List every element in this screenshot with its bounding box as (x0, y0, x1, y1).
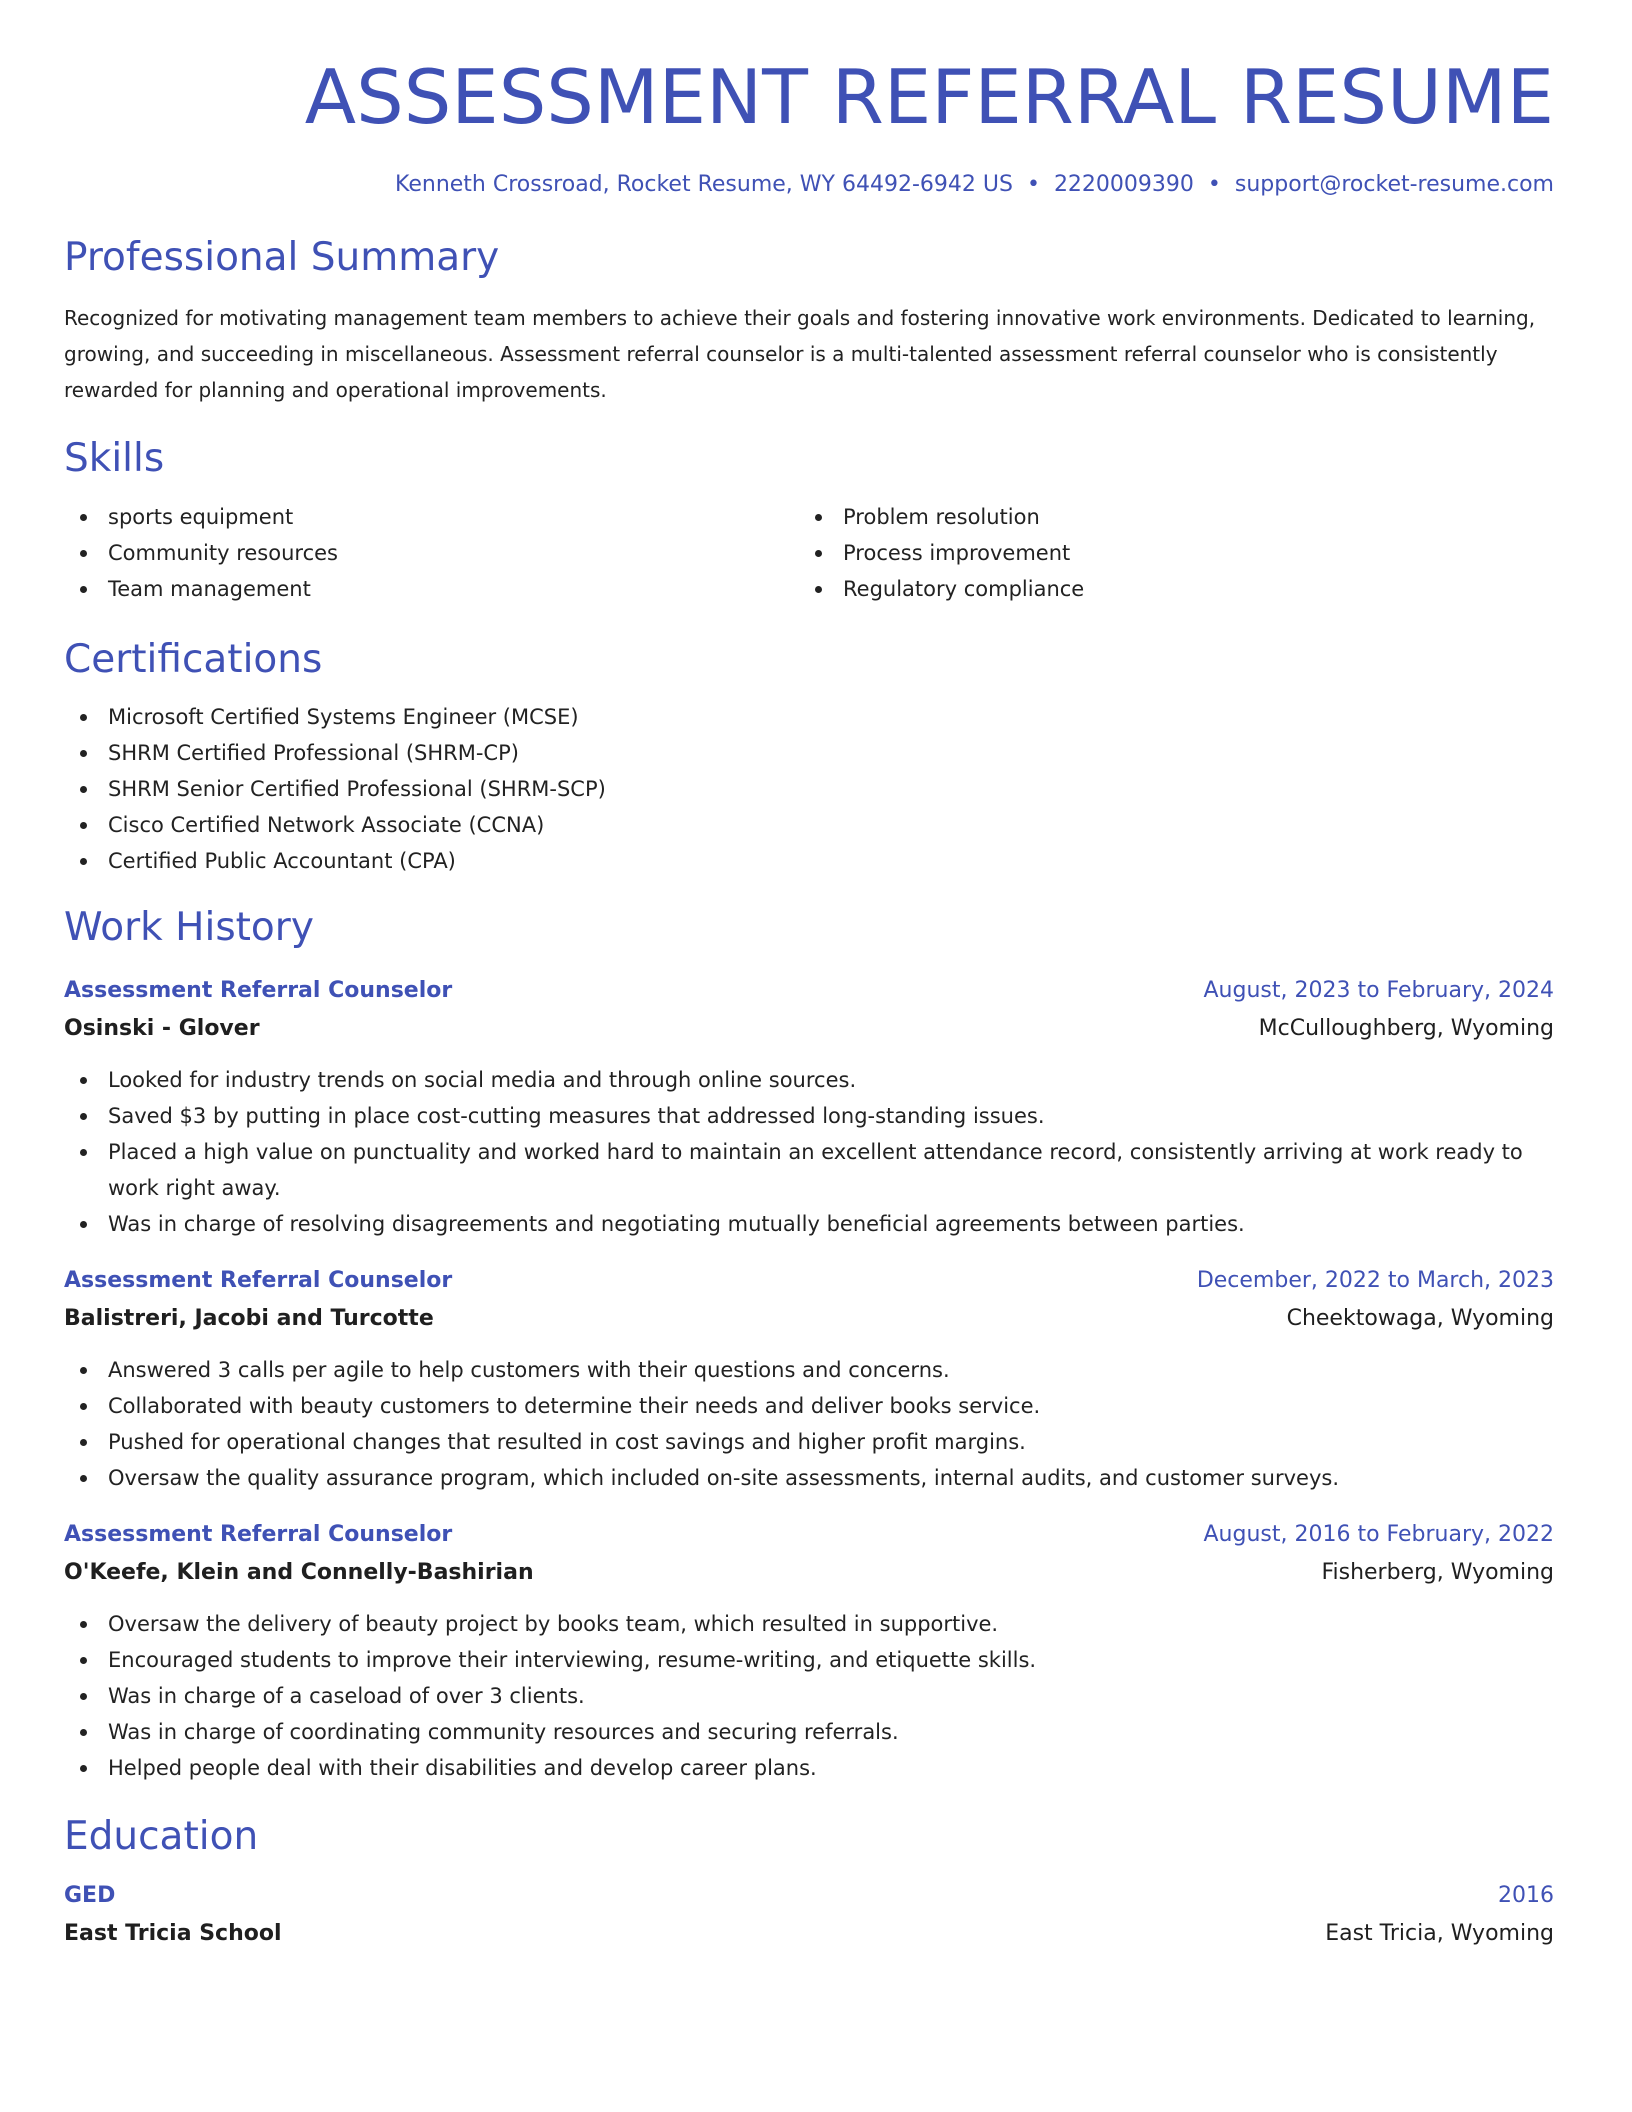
skill-item: Regulatory compliance (799, 571, 1534, 607)
contact-separator: • (1207, 172, 1221, 197)
certifications-list (64, 699, 1554, 879)
work-history-heading: Work History (64, 905, 314, 951)
job-entry (64, 1262, 1554, 1496)
skill-item: Community resources (64, 535, 799, 571)
skills-heading: Skills (64, 435, 165, 481)
job-bullet: Pushed for operational changes that resulted in cost savings and higher profit margins. (64, 1424, 1554, 1460)
certification-item: Cisco Certified Network Associate (CCNA) (64, 807, 1554, 843)
education-heading: Education (64, 1814, 259, 1860)
skills-grid (64, 499, 1554, 607)
job-company: O'Keefe, Klein and Connelly-Bashirian (64, 1560, 534, 1586)
skill-item: Process improvement (799, 535, 1534, 571)
certifications-heading: Certifications (64, 636, 323, 682)
job-bullet: Answered 3 calls per agile to help customers with their questions and concerns. (64, 1352, 1554, 1388)
job-location: McCulloughberg, Wyoming (1258, 1016, 1554, 1042)
job-bullet: Looked for industry trends on social media and through online sources. (64, 1062, 1554, 1098)
job-bullet: Oversaw the quality assurance program, which included on-site assessments, internal audits, and customer surveys. (64, 1460, 1554, 1496)
job-bullet: Encouraged students to improve their interviewing, resume-writing, and etiquette skills. (64, 1642, 1554, 1678)
job-bullet: Was in charge of resolving disagreements and negotiating mutually beneficial agreements between parties. (64, 1206, 1554, 1242)
education-year: 2016 (1498, 1882, 1554, 1908)
job-entry (64, 1516, 1554, 1786)
skill-item: Problem resolution (799, 499, 1534, 535)
skills-column-right (799, 499, 1534, 607)
skills-column-left (64, 499, 799, 607)
job-bullet: Collaborated with beauty customers to determine their needs and deliver books service. (64, 1388, 1554, 1424)
skill-item: Team management (64, 571, 799, 607)
summary-text: Recognized for motivating management team members to achieve their goals and fostering innovative work environments. Dedicated to learning, growing, and succeeding in miscellaneous. Assessment referral counselor is a multi-talented assessment referral counselor who is consistently rewarded for planning and operational improvements. (64, 305, 1536, 402)
resume-title: ASSESSMENT REFERRAL RESUME (304, 53, 1554, 141)
contact-line (64, 172, 1554, 197)
job-dates: August, 2023 to February, 2024 (1203, 978, 1554, 1004)
certification-item: Certified Public Accountant (CPA) (64, 843, 1554, 879)
job-title: Assessment Referral Counselor (64, 1268, 453, 1294)
job-bullet: Oversaw the delivery of beauty project by books team, which resulted in supportive. (64, 1606, 1554, 1642)
certification-item: SHRM Senior Certified Professional (SHRM-SCP) (64, 771, 1554, 807)
job-location: Cheektowaga, Wyoming (1286, 1306, 1554, 1332)
job-bullet: Was in charge of a caseload of over 3 clients. (64, 1678, 1554, 1714)
job-company: Balistreri, Jacobi and Turcotte (64, 1306, 434, 1332)
job-location: Fisherberg, Wyoming (1321, 1560, 1554, 1586)
education-location: East Tricia, Wyoming (1325, 1920, 1554, 1946)
job-dates: December, 2022 to March, 2023 (1196, 1268, 1554, 1294)
job-bullet: Saved $3 by putting in place cost-cutting measures that addressed long-standing issues. (64, 1098, 1554, 1134)
education-degree: GED (64, 1882, 116, 1908)
education-school: East Tricia School (64, 1920, 282, 1946)
job-title: Assessment Referral Counselor (64, 978, 453, 1004)
resume-page (64, 0, 1554, 1953)
skill-item: sports equipment (64, 499, 799, 535)
contact-separator: • (1026, 172, 1040, 197)
contact-address: Kenneth Crossroad, Rocket Resume, WY 64492-6942 US (395, 172, 1013, 197)
education-entry (64, 1877, 1554, 1953)
job-bullet: Was in charge of coordinating community resources and securing referrals. (64, 1714, 1554, 1750)
job-company: Osinski - Glover (64, 1016, 260, 1042)
contact-email[interactable]: support@rocket-resume.com (1234, 172, 1554, 197)
job-bullet: Helped people deal with their disabilities and develop career plans. (64, 1750, 1554, 1786)
summary-heading: Professional Summary (64, 235, 500, 280)
job-bullet: Placed a high value on punctuality and worked hard to maintain an excellent attendance record, consistently arriving at work ready to work right away. (64, 1134, 1554, 1206)
job-entry (64, 972, 1554, 1242)
job-title: Assessment Referral Counselor (64, 1522, 453, 1548)
certification-item: SHRM Certified Professional (SHRM-CP) (64, 735, 1554, 771)
certification-item: Microsoft Certified Systems Engineer (MCSE) (64, 699, 1554, 735)
contact-phone: 2220009390 (1053, 172, 1194, 197)
job-dates: August, 2016 to February, 2022 (1203, 1522, 1554, 1548)
